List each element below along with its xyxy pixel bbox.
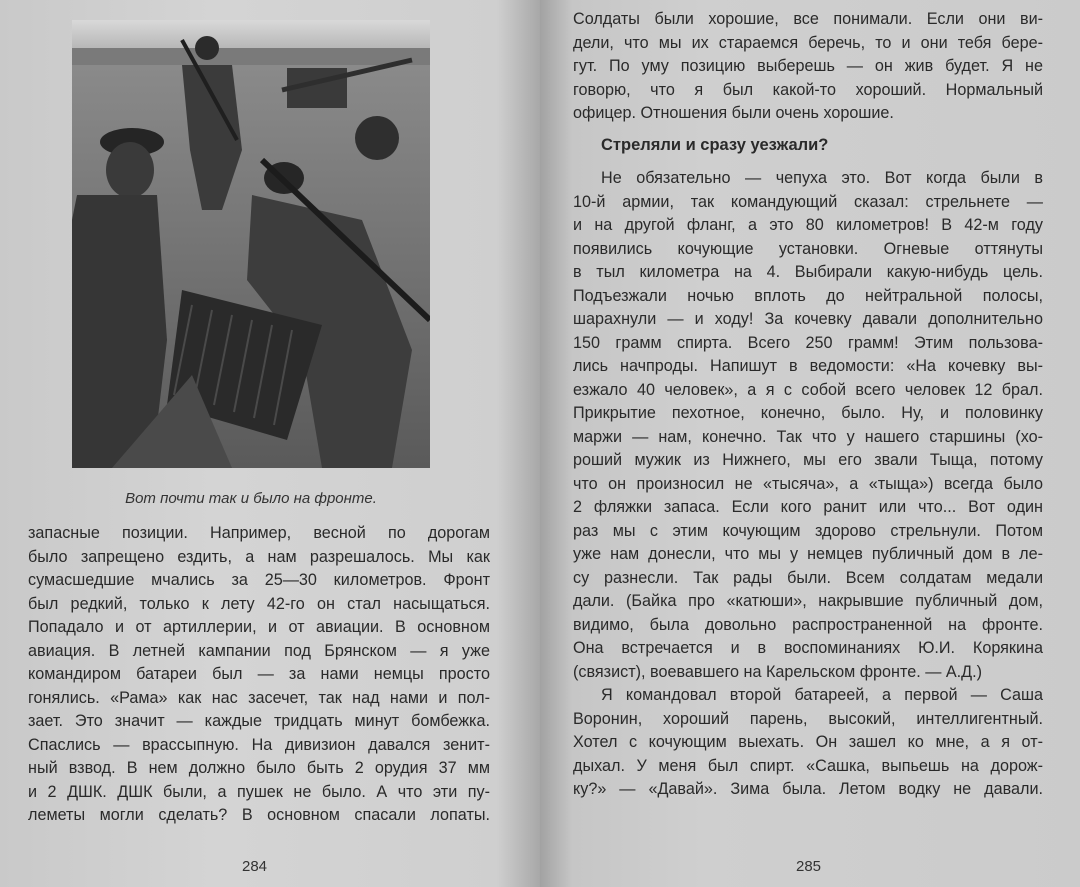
text-line: дали. (Байка про «катюши», накрывшие публичный дом, [573, 592, 1043, 610]
text-line: командиром батареи был — за нами немцы просто [28, 665, 490, 683]
text-line: ный взвод. В нем должно было быть 2 орудия 37 мм [28, 759, 490, 777]
text-line: Попадало и от артиллерии, и от авиации. В основном [28, 618, 490, 636]
left-page-text [28, 522, 490, 828]
text-line: Не обязательно — чепуха это. Вот когда были в [601, 169, 1043, 187]
text-line: Я командовал второй батареей, а первой — Саша [601, 686, 1043, 704]
text-line: Спаслись — врассыпную. На дивизион давался зенит- [28, 735, 490, 754]
text-line: 150 грамм спирта. Всего 250 грамм! Этим пользова- [573, 333, 1043, 352]
text-line: Хотел с кочующим выехать. Он зашел ко мне, а я от- [573, 733, 1043, 751]
text-line: 2 фляжки запаса. Если кого ранит или что... Вот один [573, 498, 1043, 516]
text-line: Воронин, хороший парень, высокий, интеллигентный. [573, 709, 1043, 728]
war-photo-illustration [72, 20, 430, 468]
text-line: раз мы с этим кочующим здорово стрельнули. Потом [573, 521, 1043, 540]
text-line: офицер. Отношения были очень хорошие. [573, 104, 894, 122]
text-line: (связист), воевавшего на Карельском фронте. — А.Д.) [573, 662, 983, 681]
text-line: дели, что мы их стараемся беречь, то и они тебя бере- [573, 33, 1043, 52]
text-line: авиация. В летней кампании под Брянском — я уже [28, 641, 490, 660]
text-line: Она встречается и в воспоминаниях Ю.И. Корякина [573, 639, 1043, 657]
text-line: Солдаты были хорошие, все понимали. Если они ви- [573, 10, 1043, 28]
text-line: что он произносил не «тысяча», а «тыща») всегда было [573, 474, 1043, 493]
section-heading: Стреляли и сразу уезжали? [601, 135, 829, 154]
text-line: появились кочующие установки. Огневые оттянуты [573, 239, 1043, 258]
text-line: гонялись. «Рама» как нас засечет, так над нами и пол- [28, 688, 490, 707]
text-line: шарахнули — и ходу! За кочевку давали дополнительно [573, 310, 1043, 328]
war-photo-icon [72, 20, 430, 468]
text-line: роший мужик из Нижнего, мы его звали Тыща, потому [573, 451, 1043, 469]
text-line: и на другой фланг, а это 80 километров! В 42-м году [573, 216, 1043, 234]
text-line: был редкий, только к лету 42-го он стал насыщаться. [28, 594, 490, 613]
text-line: леметы могли сделать? В основном спасали лопаты. [28, 806, 490, 824]
text-line: дыхал. У меня был спирт. «Сашка, выпьешь на дорож- [573, 756, 1043, 775]
text-line: Прикрытие пехотное, конечно, было. Ну, и половинку [573, 404, 1043, 422]
text-line: говорю, что я был какой-то хороший. Нормальный [573, 80, 1043, 99]
text-line: 10-й армии, так командующий сказал: стрельнете — [573, 192, 1043, 211]
text-line: су разнесли. Так рады были. Всем солдатам медали [573, 568, 1043, 587]
text-line: сумасшедшие мчались за 25—30 километров. Фронт [28, 571, 490, 589]
page-number-left: 284 [242, 858, 268, 875]
text-line: уже нам донесли, что мы у немцев публичный дом в ле- [573, 545, 1043, 563]
text-line: в тыл километра на 4. Выбирали какую-нибудь цель. [573, 263, 1043, 281]
page-number-right: 285 [796, 858, 822, 875]
text-line: маржи — нам, конечно. Так что у нашего старшины (хо- [573, 427, 1043, 446]
text-line: запасные позиции. Например, весной по дорогам [28, 524, 490, 542]
text-line: езжало 40 человек», а я с собой всего человек 12 брал. [573, 380, 1043, 399]
photo-caption: Вот почти так и было на фронте. [125, 490, 377, 507]
text-line: было запрещено ездить, а нам разрешалось. Мы как [28, 547, 490, 566]
text-line: лись начпроды. Напишут в ведомости: «На кочевку вы- [573, 357, 1043, 375]
text-line: зает. Это значит — каждые тридцать минут бомбежка. [28, 712, 490, 730]
right-page-text [573, 8, 1043, 802]
text-line: гут. По уму позицию выберешь — он жив будет. Я не [573, 57, 1043, 75]
text-line: ку?» — «Давай». Зима была. Летом водку не давали. [573, 780, 1043, 798]
text-line: и 2 ДШК. ДШК были, а пушек не было. А что эти пу- [28, 782, 490, 801]
text-line: Подъезжали ночью вплоть до нейтральной полосы, [573, 286, 1043, 305]
text-line: видимо, была довольно распространенной на фронте. [573, 615, 1043, 634]
